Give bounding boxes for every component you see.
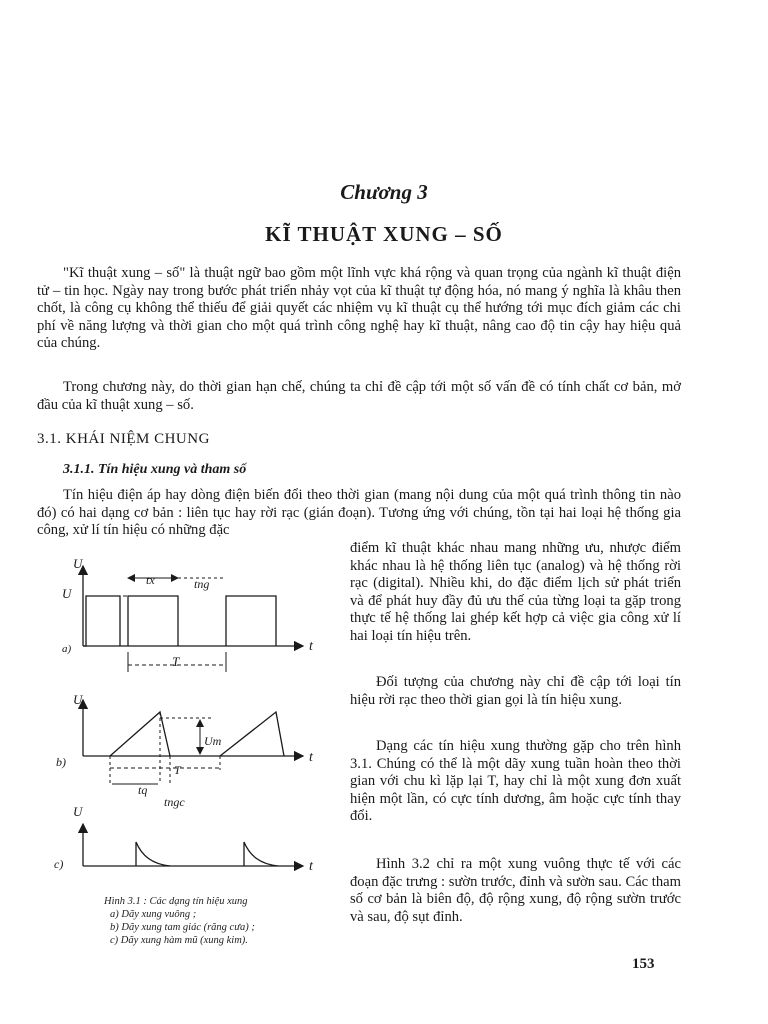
subfigure-label-a: a): [62, 643, 72, 655]
waveform-a-square: [83, 566, 303, 672]
axis-label-t-a: t: [309, 639, 313, 654]
label-um: Um: [204, 734, 222, 748]
page-number: 153: [632, 956, 655, 972]
body-paragraph-3: Dạng các tín hiệu xung thường gặp cho trên hình 3.1. Chúng có thể là một dãy xung tuần hoàn theo thời gian với chu kì lặp lại T, hay chỉ là một xung đơn xuất hiện một lần, có cực tính dương, âm hoặc cực tính thay đổi.: [350, 738, 681, 825]
axis-label-u-a: U: [73, 556, 83, 571]
intro-paragraph-2: Trong chương này, do thời gian hạn chế, chúng ta chỉ đề cập tới một số vấn đề có tính chất cơ bản, mở đầu của kĩ thuật xung – số.: [37, 379, 681, 413]
pulse-waveforms-figure: [48, 548, 328, 888]
figure-caption-item-c: c) Dãy xung hàm mũ (xung kim).: [110, 935, 248, 946]
level-label-u: U: [62, 586, 72, 601]
label-period-b: T: [174, 763, 181, 777]
chapter-title: KĨ THUẬT XUNG – SỐ: [265, 222, 503, 246]
waveform-c-exponential: [83, 824, 303, 866]
label-tngc: tngc: [164, 795, 185, 809]
waveform-b-sawtooth: [83, 700, 303, 784]
intro-paragraph-1: "Kĩ thuật xung – số" là thuật ngữ bao gồm một lĩnh vực khá rộng và quan trọng của ngành kĩ thuật điện tử – tin học. Ngày nay trong bước phát triển nhảy vọt của kĩ thuật tự động hóa, nó mang ý nghĩa là khâu then chốt, là công cụ không thể thiếu để giải quyết các nhiệm vụ kĩ thuật cụ thể hướng tới mục đích giảm các chi phí về năng lượng và thời gian cho một quá trình công nghệ hay kĩ thuật, nâng cao độ tin cậy hay hiệu quả của chúng.: [37, 265, 681, 352]
subsection-heading: 3.1.1. Tín hiệu xung và tham số: [63, 462, 247, 477]
body-paragraph-2: Đối tượng của chương này chỉ đề cập tới loại tín hiệu rời rạc theo thời gian gọi là tín hiệu xung.: [350, 674, 681, 708]
body-paragraph-1-continued: điểm kĩ thuật khác nhau mang những ưu, nhược điểm khác nhau là hệ thống liên tục (analog) và hệ thống rời rạc (digital). Nhiều khi, do đặc điểm lịch sử phát triển và để phát huy đầy đủ ưu thế của từng loại ta gặp trong thực tế hệ thống lai ghép kết hợp cả việc gia công xử lí hai loại tín hiệu trên.: [350, 540, 681, 644]
section-heading: 3.1. KHÁI NIỆM CHUNG: [37, 431, 210, 447]
axis-label-u-c: U: [73, 804, 83, 819]
subfigure-label-c: c): [54, 857, 64, 871]
axis-label-u-b: U: [73, 692, 83, 707]
label-tx: tx: [146, 573, 155, 587]
body-paragraph-1: Tín hiệu điện áp hay dòng điện biến đổi theo thời gian (mang nội dung của một quá trình thông tin nào đó) có hai dạng cơ bản : liên tục hay rời rạc (gián đoạn). Tương ứng với chúng, tồn tại hai loại hệ thống gia công, xử lí tín hiệu có những đặc: [37, 487, 681, 539]
subfigure-label-b: b): [56, 755, 66, 769]
figure-caption-title: Hình 3.1 : Các dạng tín hiệu xung: [104, 896, 248, 907]
label-period-a: T: [172, 654, 180, 669]
axis-label-t-b: t: [309, 750, 313, 765]
label-tng: tng: [194, 577, 210, 591]
label-tq: tq: [138, 783, 148, 797]
body-paragraph-4: Hình 3.2 chỉ ra một xung vuông thực tế với các đoạn đặc trưng : sườn trước, đỉnh và sườn sau. Các tham số cơ bản là biên độ, độ rộng xung, độ rộng sườn trước và sau, độ sụt đỉnh.: [350, 856, 681, 925]
axis-label-t-c: t: [309, 859, 313, 874]
figure-caption: [104, 895, 334, 947]
figure-caption-item-a: a) Dãy xung vuông ;: [110, 909, 197, 920]
chapter-label: Chương 3: [340, 180, 428, 204]
figure-caption-item-b: b) Dãy xung tam giác (răng cưa) ;: [110, 922, 255, 933]
